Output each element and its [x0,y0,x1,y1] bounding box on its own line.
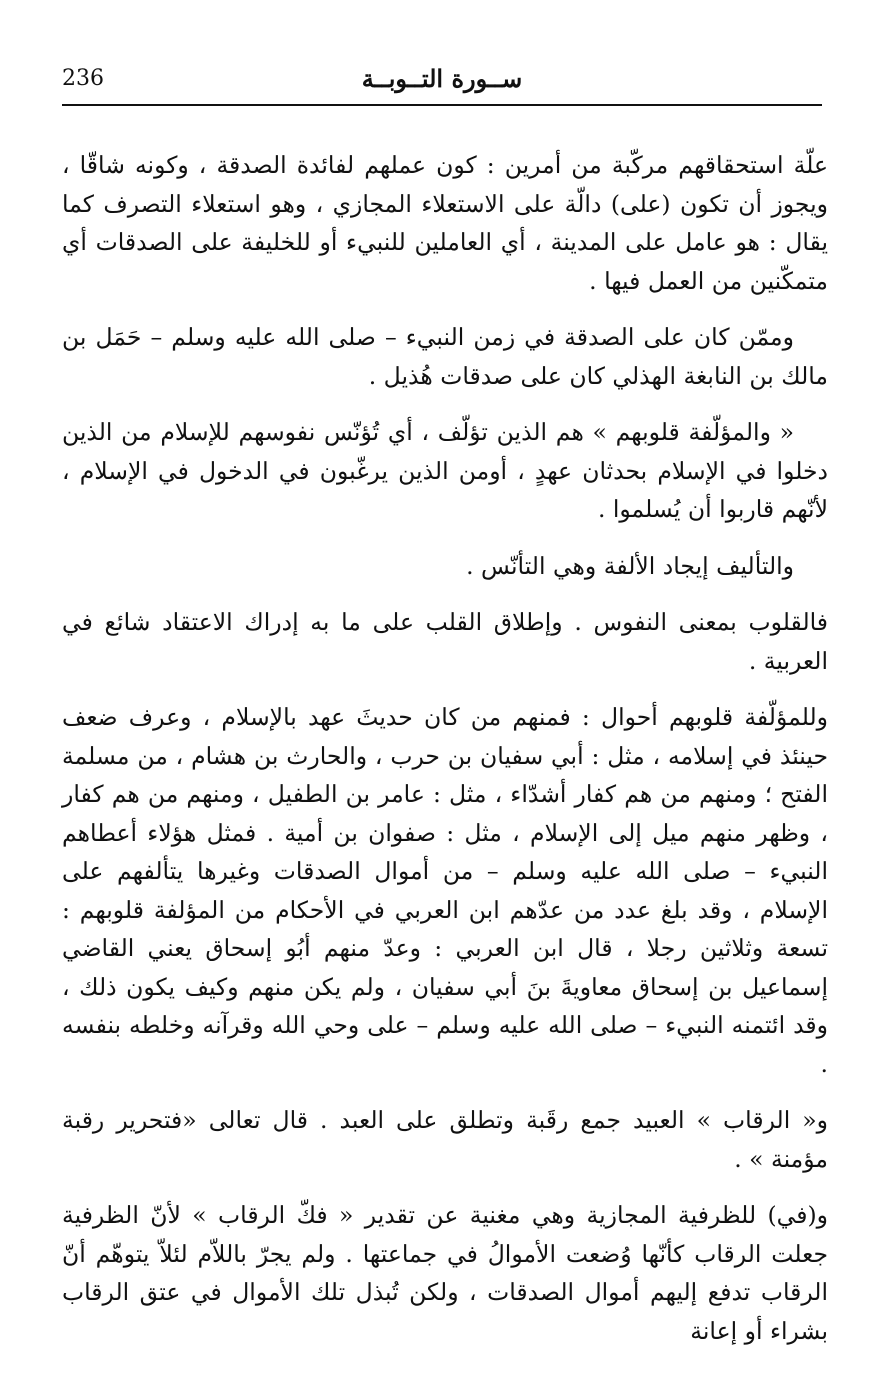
paragraph-6: وللمؤلّفة قلوبهم أحوال : فمنهم من كان حديثَ عهد بالإسلام ، وعرف ضعف حينئذ في إسلامه ، مثل : أبي سفيان بن حرب ، والحارث بن هشام ، من مسلمة الفتح ؛ ومنهم من هم كفار أشدّاء ، مثل : عامر بن الطفيل ، ومنهم من هم كفار ، وظهر منهم ميل إلى الإسلام ، مثل : صفوان بن أمية . فمثل هؤلاء أعطاهم النبيء – صلى الله عليه وسلم – من أموال الصدقات وغيرها يتألفهم على الإسلام ، وقد بلغ عدد من عدّهم ابن العربي في الأحكام من المؤلفة قلوبهم : تسعة وثلاثين رجلا ، قال ابن العربي : وعدّ منهم أبُو إسحاق يعني القاضي إسماعيل بن إسحاق معاويةَ بنَ أبي سفيان ، ولم يكن منهم وكيف يكون ذلك ، وقد ائتمنه النبيء – صلى الله عليه وسلم – على وحي الله وقرآنه وخلطه بنفسه . [62,703,828,1078]
paragraph-3: « والمؤلّفة قلوبهم » هم الذين تؤلّف ، أي تُؤنّس نفوسهم للإسلام من الذين دخلوا في الإسلام بحدثان عهدٍ ، أومن الذين يرغّبون في الدخول في الإسلام ، لأنّهم قاربوا أن يُسلموا . [62,418,828,523]
paragraph-2: وممّن كان على الصدقة في زمن النبيء – صلى الله عليه وسلم – حَمَل بن مالك بن النابغة الهذلي كان على صدقات هُذيل . [62,323,828,390]
header-rule [62,104,822,106]
page-body [62,146,828,1368]
paragraph-8: و(في) للظرفية المجازية وهي مغنية عن تقدير « فكّ الرقاب » لأنّ الظرفية جعلت الرقاب كأنّها وُضعت الأموالُ في جماعتها . ولم يجرّ باللاّم لئلاّ يتوهّم أنّ الرقاب تدفع إليهم أموال الصدقات ، ولكن تُبذل تلك الأموال في عتق الرقاب بشراء أو إعانة [62,1201,828,1345]
paragraph-1: علّة استحقاقهم مركّبة من أمرين : كون عملهم لفائدة الصدقة ، وكونه شاقّا ، ويجوز أن تكون (على) دالّة على الاستعلاء المجازي ، وهو استعلاء التصرف كما يقال : هو عامل على المدينة ، أي العاملين للنبيء أو للخليفة على الصدقات أي متمكّنين من العمل فيها . [62,151,828,295]
running-title: ســورة التــوبــة [361,64,523,93]
page-number: 236 [62,66,104,91]
paragraph-7: و« الرقاب » العبيد جمع رقَبة وتطلق على العبد . قال تعالى «فتحرير رقبة مؤمنة » . [62,1106,828,1173]
paragraph-4: والتأليف إيجاد الألفة وهي التأنّس . [466,551,794,580]
page-header [62,62,822,108]
paragraph-5: فالقلوب بمعنى النفوس . وإطلاق القلب على ما به إدراك الاعتقاد شائع في العربية . [62,608,828,675]
